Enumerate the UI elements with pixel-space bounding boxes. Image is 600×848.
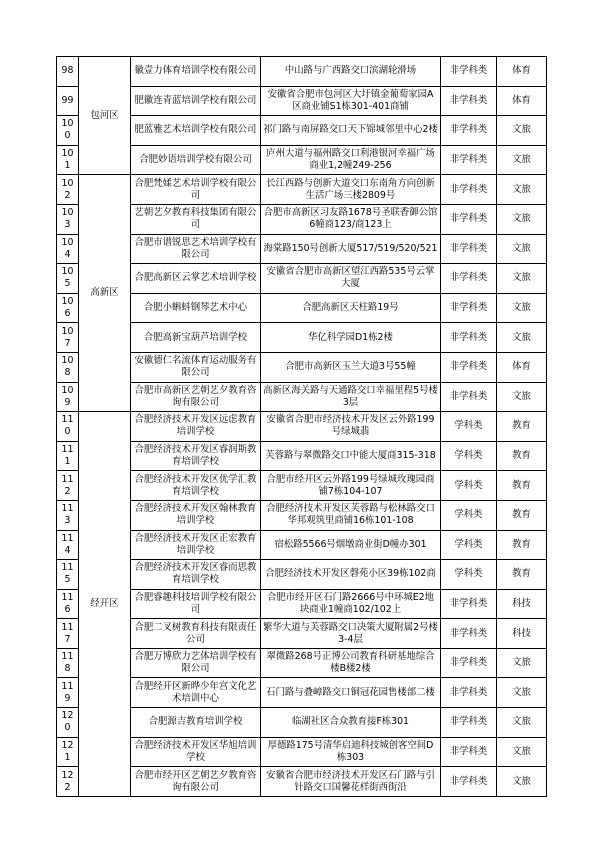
address-cell: 合肥市高新区习友路1678号圣联香御公馆6幢商123/商123上 [261,204,441,234]
row-number-cell: 108 [57,352,79,382]
table-row [57,175,547,205]
row-number-cell: 119 [57,678,79,708]
organization-name-cell: 合肥妙语培训学校有限公司 [131,145,261,175]
address-cell: 祁门路与南屏路交口天下锦城邻里中心2楼 [261,116,441,146]
subject-type-cell: 学科类 [441,560,497,590]
subject-type-cell: 非学科类 [441,589,497,619]
row-number-cell: 105 [57,264,79,294]
row-number-cell: 122 [57,767,79,797]
table-row [57,737,547,767]
subject-type-cell: 非学科类 [441,619,497,649]
row-number-cell: 111 [57,441,79,471]
address-cell: 庐州大道与福州路交口利港银河幸福广场商业1,2幢249-256 [261,145,441,175]
organization-name-cell: 合肥经开区新晔少年宫文化艺术培训中心 [131,678,261,708]
row-number-cell: 107 [57,323,79,353]
subject-type-cell: 学科类 [441,412,497,442]
row-number-cell: 115 [57,560,79,590]
subject-type-cell: 非学科类 [441,175,497,205]
subject-type-cell: 非学科类 [441,678,497,708]
category-cell: 文旅 [497,234,547,264]
row-number-cell: 114 [57,530,79,560]
category-cell: 文旅 [497,678,547,708]
organization-name-cell: 肥蓝雅艺术培训学校有限公司 [131,116,261,146]
category-cell: 文旅 [497,648,547,678]
category-cell: 教育 [497,412,547,442]
category-cell: 教育 [497,441,547,471]
address-cell: 安徽省合肥市经济技术开发区石门路与引针路交口国馨花样街西街沿 [261,767,441,797]
subject-type-cell: 非学科类 [441,323,497,353]
subject-type-cell: 非学科类 [441,382,497,412]
subject-type-cell: 非学科类 [441,767,497,797]
subject-type-cell: 非学科类 [441,352,497,382]
organization-name-cell: 安徽德仁名流体育运动服务有限公司 [131,352,261,382]
subject-type-cell: 非学科类 [441,57,497,87]
address-cell: 安徽省合肥市经济技术开发区云外路199号绿城翡 [261,412,441,442]
row-number-cell: 112 [57,471,79,501]
category-cell: 科技 [497,619,547,649]
address-cell: 厚德路175号清华启迪科技城创客空间D栋303 [261,737,441,767]
table-row [57,471,547,501]
category-cell: 文旅 [497,204,547,234]
category-cell: 文旅 [497,708,547,738]
category-cell: 体育 [497,57,547,87]
subject-type-cell: 学科类 [441,441,497,471]
subject-type-cell: 非学科类 [441,86,497,116]
organization-name-cell: 合肥梵媃艺术培训学校有限公司 [131,175,261,205]
category-cell: 文旅 [497,264,547,294]
address-cell: 海棠路150号创新大厦517/519/520/521 [261,234,441,264]
subject-type-cell: 非学科类 [441,708,497,738]
subject-type-cell: 学科类 [441,471,497,501]
row-number-cell: 109 [57,382,79,412]
subject-type-cell: 非学科类 [441,145,497,175]
table-row [57,145,547,175]
address-cell: 长江西路与创新大道交口东南角方向创新生活广场三楼2809号 [261,175,441,205]
table-row [57,500,547,530]
district-cell: 包河区 [79,57,131,175]
organization-name-cell: 合肥经济技术开发区华旭培训学校 [131,737,261,767]
organization-name-cell: 合肥经济技术开发区远虑教育培训学校 [131,412,261,442]
row-number-cell: 99 [57,86,79,116]
address-cell: 高新区海关路与天通路交口幸福里程5号楼3层 [261,382,441,412]
organization-name-cell: 合肥市经开区艺朝艺夕教育咨询有限公司 [131,767,261,797]
table-row [57,648,547,678]
address-cell: 合肥市高新区玉兰大道3号55幢 [261,352,441,382]
table-row [57,352,547,382]
district-cell: 高新区 [79,175,131,412]
subject-type-cell: 非学科类 [441,648,497,678]
table-row [57,293,547,323]
category-cell: 文旅 [497,145,547,175]
table-row [57,204,547,234]
category-cell: 文旅 [497,737,547,767]
table-row [57,57,547,87]
organization-name-cell: 合肥经济技术开发区优学汇教育培训学校 [131,471,261,501]
category-cell: 文旅 [497,293,547,323]
row-number-cell: 102 [57,175,79,205]
address-cell: 宿松路5566号烟墩商业街D幢办301 [261,530,441,560]
table-row [57,678,547,708]
row-number-cell: 117 [57,619,79,649]
organization-name-cell: 合肥睿趣科技培训学校有限公司 [131,589,261,619]
table-row [57,530,547,560]
subject-type-cell: 学科类 [441,500,497,530]
address-cell: 安徽省合肥市高新区望江西路535号云掌大厦 [261,264,441,294]
table-row [57,86,547,116]
row-number-cell: 110 [57,412,79,442]
row-number-cell: 103 [57,204,79,234]
organization-name-cell: 合肥万博欣力艺体培训学校有限公司 [131,648,261,678]
table-row [57,264,547,294]
row-number-cell: 113 [57,500,79,530]
table-row [57,560,547,590]
organization-name-cell: 合肥高新宝葫芦培训学校 [131,323,261,353]
row-number-cell: 106 [57,293,79,323]
organization-name-cell: 徽壹力体育培训学校有限公司 [131,57,261,87]
subject-type-cell: 非学科类 [441,116,497,146]
category-cell: 体育 [497,86,547,116]
data-table [56,56,547,797]
organization-name-cell: 艺朝艺夕教育科技集团有限公司 [131,204,261,234]
category-cell: 教育 [497,560,547,590]
row-number-cell: 98 [57,57,79,87]
subject-type-cell: 非学科类 [441,264,497,294]
organization-name-cell: 合肥源吉教育培训学校 [131,708,261,738]
category-cell: 文旅 [497,323,547,353]
category-cell: 教育 [497,500,547,530]
organization-name-cell: 合肥市谱锐思艺术培训学校有限公司 [131,234,261,264]
organization-name-cell: 合肥经济技术开发区翰林教育培训学校 [131,500,261,530]
address-cell: 中山路与广西路交口滨湖轮滑场 [261,57,441,87]
category-cell: 文旅 [497,175,547,205]
category-cell: 科技 [497,589,547,619]
subject-type-cell: 非学科类 [441,737,497,767]
organization-name-cell: 合肥高新区云掌艺术培训学校 [131,264,261,294]
organization-name-cell: 合肥小蝌蚪钢琴艺术中心 [131,293,261,323]
organization-name-cell: 合肥经济技术开发区睿而思教育培训学校 [131,560,261,590]
organization-name-cell: 合肥市高新区艺朝艺夕教育咨询有限公司 [131,382,261,412]
address-cell: 合肥市经开区云外路199号绿城玫瑰园商铺7栋104-107 [261,471,441,501]
organization-name-cell: 合肥经济技术开发区睿润斯教育培训学校 [131,441,261,471]
table-row [57,323,547,353]
category-cell: 教育 [497,530,547,560]
category-cell: 体育 [497,352,547,382]
table-row [57,589,547,619]
table-row [57,619,547,649]
organization-name-cell: 合肥二叉树教育科技有限责任公司 [131,619,261,649]
district-cell: 经开区 [79,412,131,797]
address-cell: 繁华大道与芙蓉路交口决策大厦附属2号楼3-4层 [261,619,441,649]
subject-type-cell: 非学科类 [441,293,497,323]
table-row [57,441,547,471]
table-row [57,708,547,738]
address-cell: 临湖社区合众教育接F栋301 [261,708,441,738]
subject-type-cell: 学科类 [441,530,497,560]
address-cell: 合肥经济技术开发区磬苑小区39栋102商 [261,560,441,590]
subject-type-cell: 非学科类 [441,204,497,234]
address-cell: 安徽省合肥市包河区大圩镇金葡萄家园A区商业铺S1栋301-401商铺 [261,86,441,116]
row-number-cell: 116 [57,589,79,619]
subject-type-cell: 非学科类 [441,234,497,264]
organization-name-cell: 合肥经济技术开发区正宏教育培训学校 [131,530,261,560]
address-cell: 合肥经济技术开发区芙蓉路与松林路交口华邦观筑里商铺16栋101-108 [261,500,441,530]
category-cell: 教育 [497,471,547,501]
row-number-cell: 121 [57,737,79,767]
address-cell: 芙蓉路与翠微路交口中能大厦商315-318 [261,441,441,471]
address-cell: 合肥高新区天柱路19号 [261,293,441,323]
row-number-cell: 104 [57,234,79,264]
row-number-cell: 120 [57,708,79,738]
table-row [57,234,547,264]
table-body [57,57,547,797]
row-number-cell: 101 [57,145,79,175]
address-cell: 合肥市经开区石门路2666号中环城E2地块商业1幢商102/102上 [261,589,441,619]
address-cell: 石门路与叠嶂路交口铜冠花园售楼部二楼 [261,678,441,708]
table-row [57,412,547,442]
category-cell: 文旅 [497,767,547,797]
organization-name-cell: 肥徽连青蓝培训学校有限公司 [131,86,261,116]
address-cell: 华亿科学园D1栋2楼 [261,323,441,353]
category-cell: 文旅 [497,382,547,412]
row-number-cell: 100 [57,116,79,146]
address-cell: 翠微路268号正博公司教育科研基地综合楼B楼2楼 [261,648,441,678]
table-row [57,116,547,146]
table-row [57,767,547,797]
row-number-cell: 118 [57,648,79,678]
category-cell: 文旅 [497,116,547,146]
table-row [57,382,547,412]
